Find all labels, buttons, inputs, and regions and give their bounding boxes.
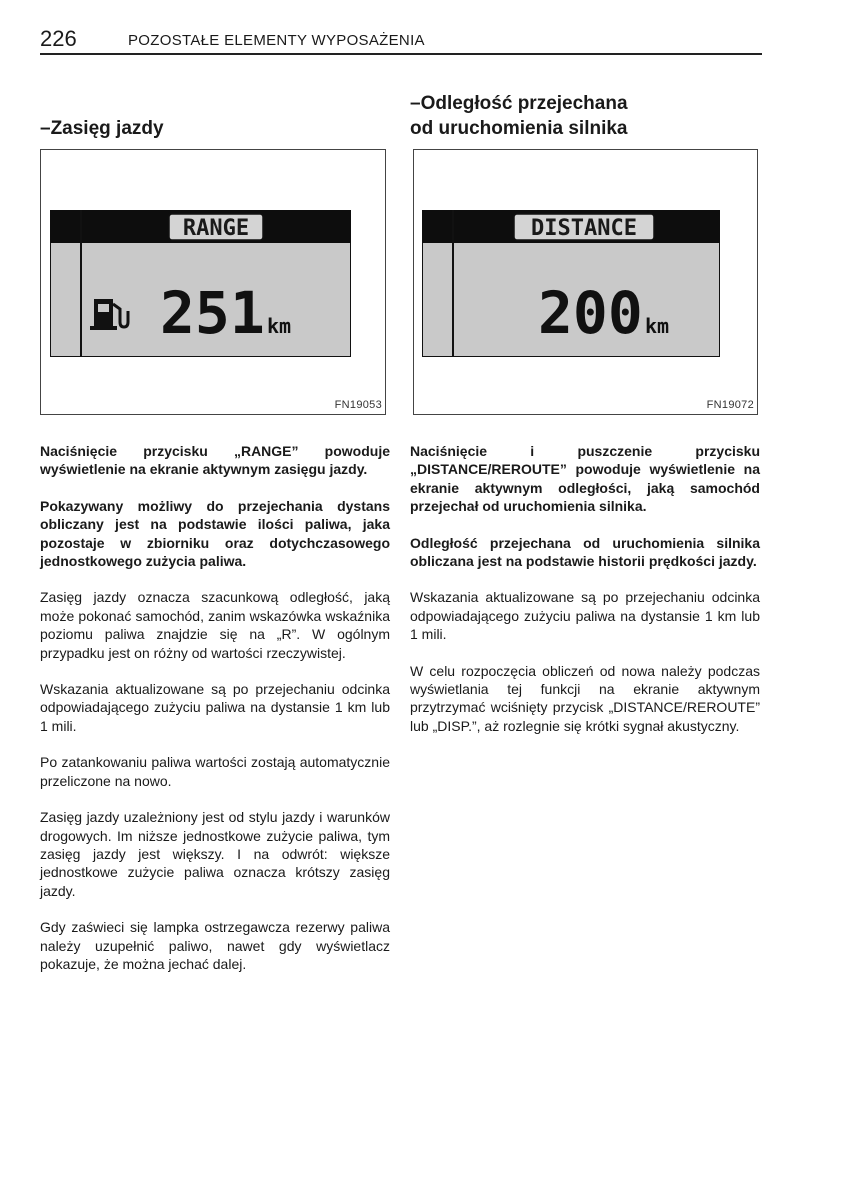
paragraph: W celu rozpoczęcia obliczeń od nowa należy podczas wyświetlania tej funkcji na ekranie aktywnym przytrzymać wciśnięty przycisk „DISTANCE/REROUTE” lub „DISP.”, aż rozlegnie się krótki sygnał akustyczny. (410, 662, 760, 734)
range-display (50, 210, 351, 357)
paragraph: Pokazywany możliwy do przejechania dystans obliczany jest na podstawie ilości paliwa, jaka pozostaje w zbiorniku oraz dotychczasowego jednostkowego zużycia paliwa. (40, 497, 390, 570)
range-unit: km (267, 314, 292, 338)
distance-title-line1: –Odległość przejechana (410, 93, 628, 114)
page-number: 226 (40, 26, 77, 51)
distance-unit: km (645, 314, 670, 338)
paragraph: Odległość przejechana od uruchomienia silnika obliczana jest na podstawie historii prędkości jazdy. (410, 534, 760, 570)
distance-title-line2: od uruchomienia silnika (410, 118, 628, 139)
paragraph: Wskazania aktualizowane są po przejechaniu odcinka odpowiadającego zużyciu paliwa na dystansie 1 km lub 1 mili. (410, 589, 760, 643)
range-title: –Zasięg jazdy (40, 118, 164, 139)
section-title: POZOSTAŁE ELEMENTY WYPOSAŻENIA (128, 32, 425, 49)
distance-text-column (410, 442, 760, 753)
paragraph: Gdy zaświeci się lampka ostrzegawcza rezerwy paliwa należy uzupełnić paliwo, nawet gdy wyświetlacz pokazuje, że można jechać dalej. (40, 919, 390, 972)
figure-code: FN19072 (706, 399, 754, 411)
paragraph: Wskazania aktualizowane są po przejechaniu odcinka odpowiadającego zużyciu paliwa na dystansie 1 km lub 1 mili. (40, 681, 390, 734)
distance-value: 200 (538, 279, 643, 347)
paragraph: Naciśnięcie i puszczenie przycisku „DISTANCE/REROUTE” powoduje wyświetlenie na ekranie aktywnym odległości, jaką samochód przejechał od uruchomienia silnika. (410, 443, 760, 515)
paragraph: Zasięg jazdy uzależniony jest od stylu jazdy i warunków drogowych. Im niższe jednostkowe zużycie paliwa, tym zasięg jazdy jest większy. I na odwrót: większe jednostkowe zużycie paliwa oznacza krótszy zasięg jazdy. (40, 809, 390, 899)
range-label: RANGE (182, 216, 250, 241)
distance-title (410, 91, 628, 141)
paragraph: Zasięg jazdy oznacza szacunkową odległość, jaką może pokonać samochód, zanim wskazówka wskaźnika poziomu paliwa znajdzie się na „R”. W ogólnym przypadku jest on różny od wartości rzeczywistej. (40, 589, 390, 661)
distance-figure (413, 149, 758, 415)
distance-label: DISTANCE (531, 216, 637, 241)
range-text-column (40, 442, 390, 991)
paragraph: Naciśnięcie przycisku „RANGE” powoduje wyświetlenie na ekranie aktywnym zasięgu jazdy. (40, 443, 390, 478)
figure-code: FN19053 (334, 399, 382, 411)
distance-display (422, 210, 720, 357)
page-header (40, 26, 762, 55)
paragraph: Po zatankowaniu paliwa wartości zostają automatycznie przeliczone na nowo. (40, 754, 390, 789)
range-value: 251 (160, 279, 265, 347)
range-figure (40, 149, 386, 415)
